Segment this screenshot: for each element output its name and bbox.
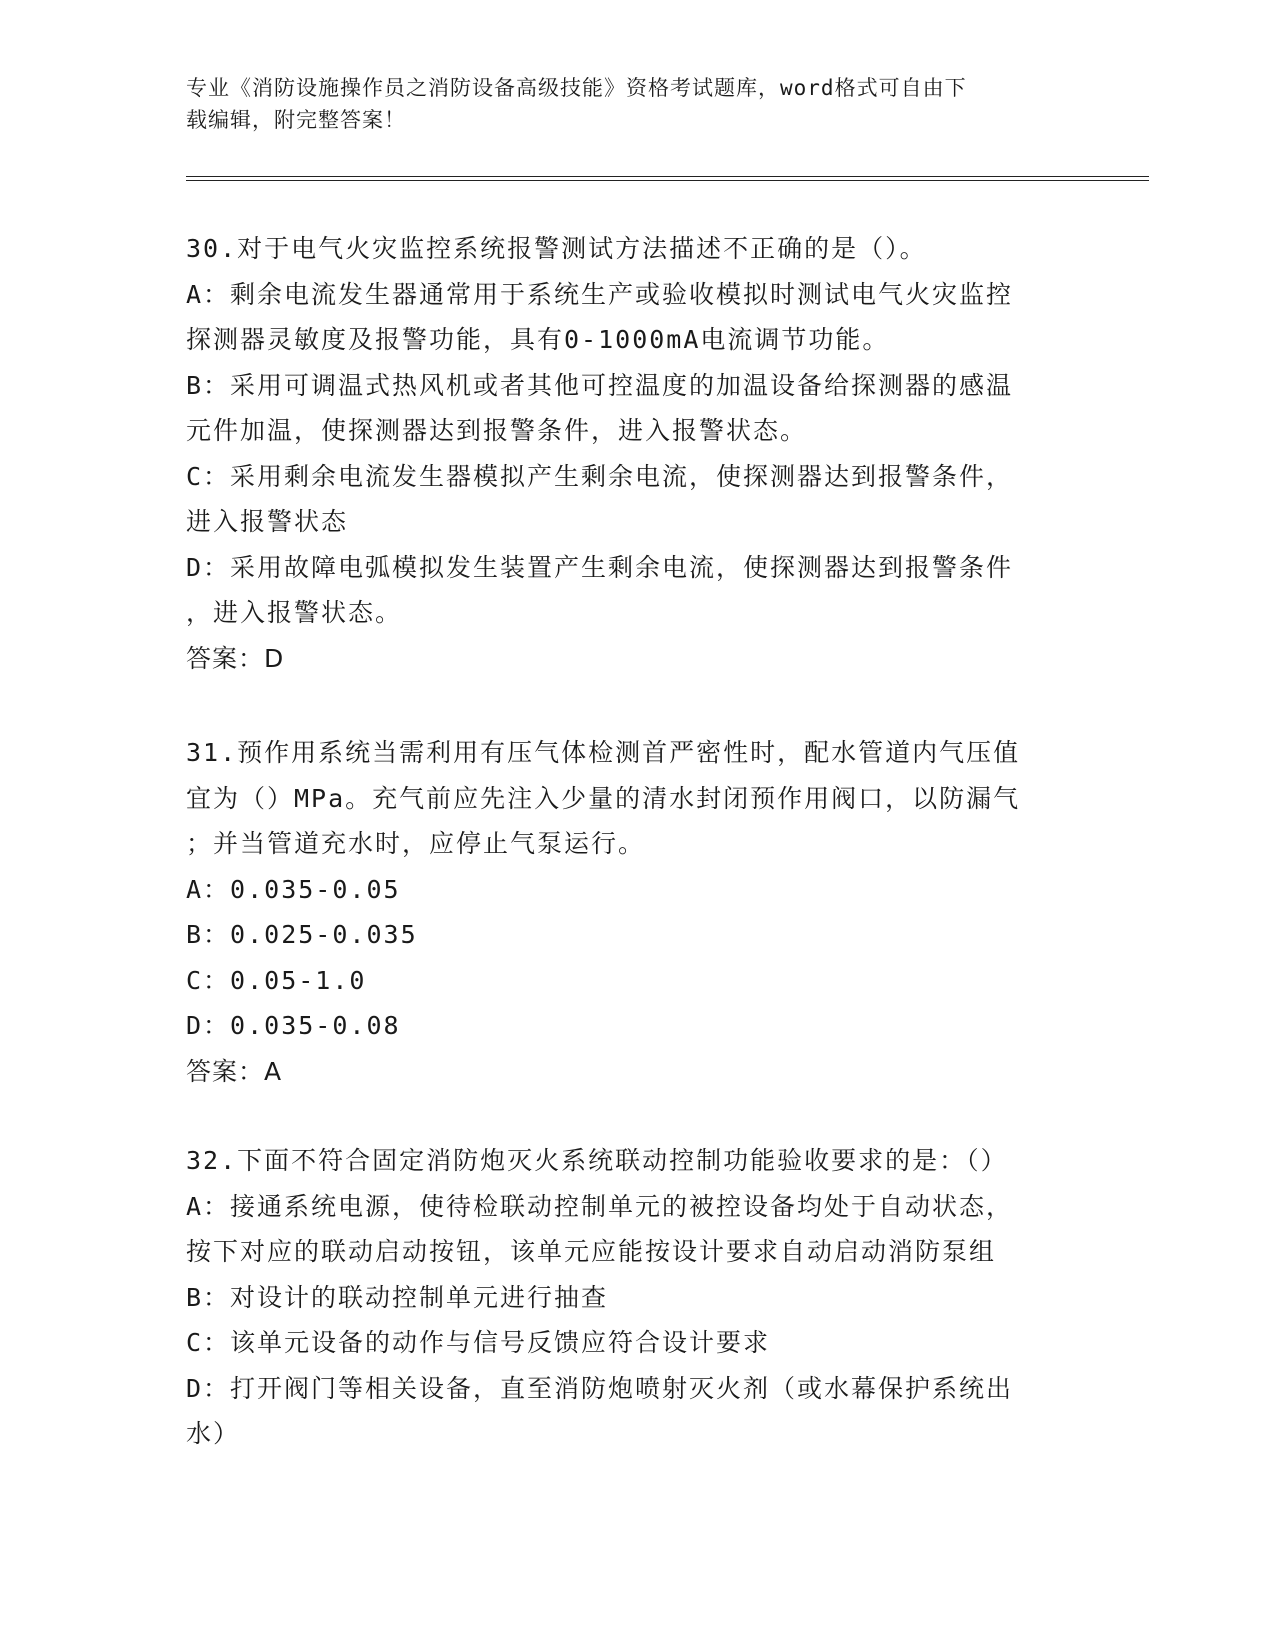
question-30 [186, 226, 1086, 681]
option-c-line-2: 进入报警状态 [186, 507, 349, 536]
option-c: C：该单元设备的动作与信号反馈应符合设计要求 [186, 1328, 771, 1357]
option-b: B：对设计的联动控制单元进行抽查 [186, 1282, 609, 1312]
question-32 [186, 1138, 1086, 1457]
option-a-line-1: A：剩余电流发生器通常用于系统生产或验收模拟时测试电气火灾监控 [186, 279, 1014, 309]
option-a-line-2: 按下对应的联动启动按钮，该单元应能按设计要求自动启动消防泵组 [186, 1237, 997, 1266]
header-rule-top [186, 176, 1149, 177]
option-b-line-2: 元件加温，使探测器达到报警条件，进入报警状态。 [186, 416, 808, 445]
option-c: C：0.05-1.0 [186, 965, 367, 995]
question-31 [186, 730, 1086, 1094]
header-line-1: 专业《消防设施操作员之消防设备高级技能》资格考试题库，word格式可自由下 [186, 76, 967, 100]
question-stem: 30.对于电气火灾监控系统报警测试方法描述不正确的是（）。 [186, 234, 927, 263]
option-a: A：0.035-0.05 [186, 874, 401, 904]
answer: 答案：A [186, 1056, 283, 1086]
option-b: B：0.025-0.035 [186, 920, 418, 949]
document-header [186, 72, 1066, 136]
header-rule-bottom [186, 180, 1149, 181]
option-d: D：0.035-0.08 [186, 1011, 401, 1040]
option-d-line-2: ，进入报警状态。 [186, 598, 403, 627]
option-b-line-1: B：采用可调温式热风机或者其他可控温度的加温设备给探测器的感温 [186, 370, 1014, 400]
question-stem-line-3: ；并当管道充水时，应停止气泵运行。 [186, 829, 646, 858]
option-d-line-2: 水） [186, 1419, 241, 1448]
header-line-2: 载编辑，附完整答案！ [186, 108, 406, 132]
option-d-line-1: D：采用故障电弧模拟发生装置产生剩余电流，使探测器达到报警条件 [186, 552, 1014, 582]
question-stem-line-2: 宜为（）MPa。充气前应先注入少量的清水封闭预作用阀口，以防漏气 [186, 783, 1021, 813]
option-a-line-2: 探测器灵敏度及报警功能，具有0-1000mA电流调节功能。 [186, 325, 890, 354]
answer: 答案：D [186, 643, 285, 673]
option-c-line-1: C：采用剩余电流发生器模拟产生剩余电流，使探测器达到报警条件， [186, 461, 1014, 491]
option-d-line-1: D：打开阀门等相关设备，直至消防炮喷射灭火剂（或水幕保护系统出 [186, 1373, 1014, 1403]
option-a-line-1: A：接通系统电源，使待检联动控制单元的被控设备均处于自动状态， [186, 1191, 1014, 1221]
question-stem: 32.下面不符合固定消防炮灭火系统联动控制功能验收要求的是：（） [186, 1146, 1008, 1175]
question-stem-line-1: 31.预作用系统当需利用有压气体检测首严密性时，配水管道内气压值 [186, 738, 1021, 767]
